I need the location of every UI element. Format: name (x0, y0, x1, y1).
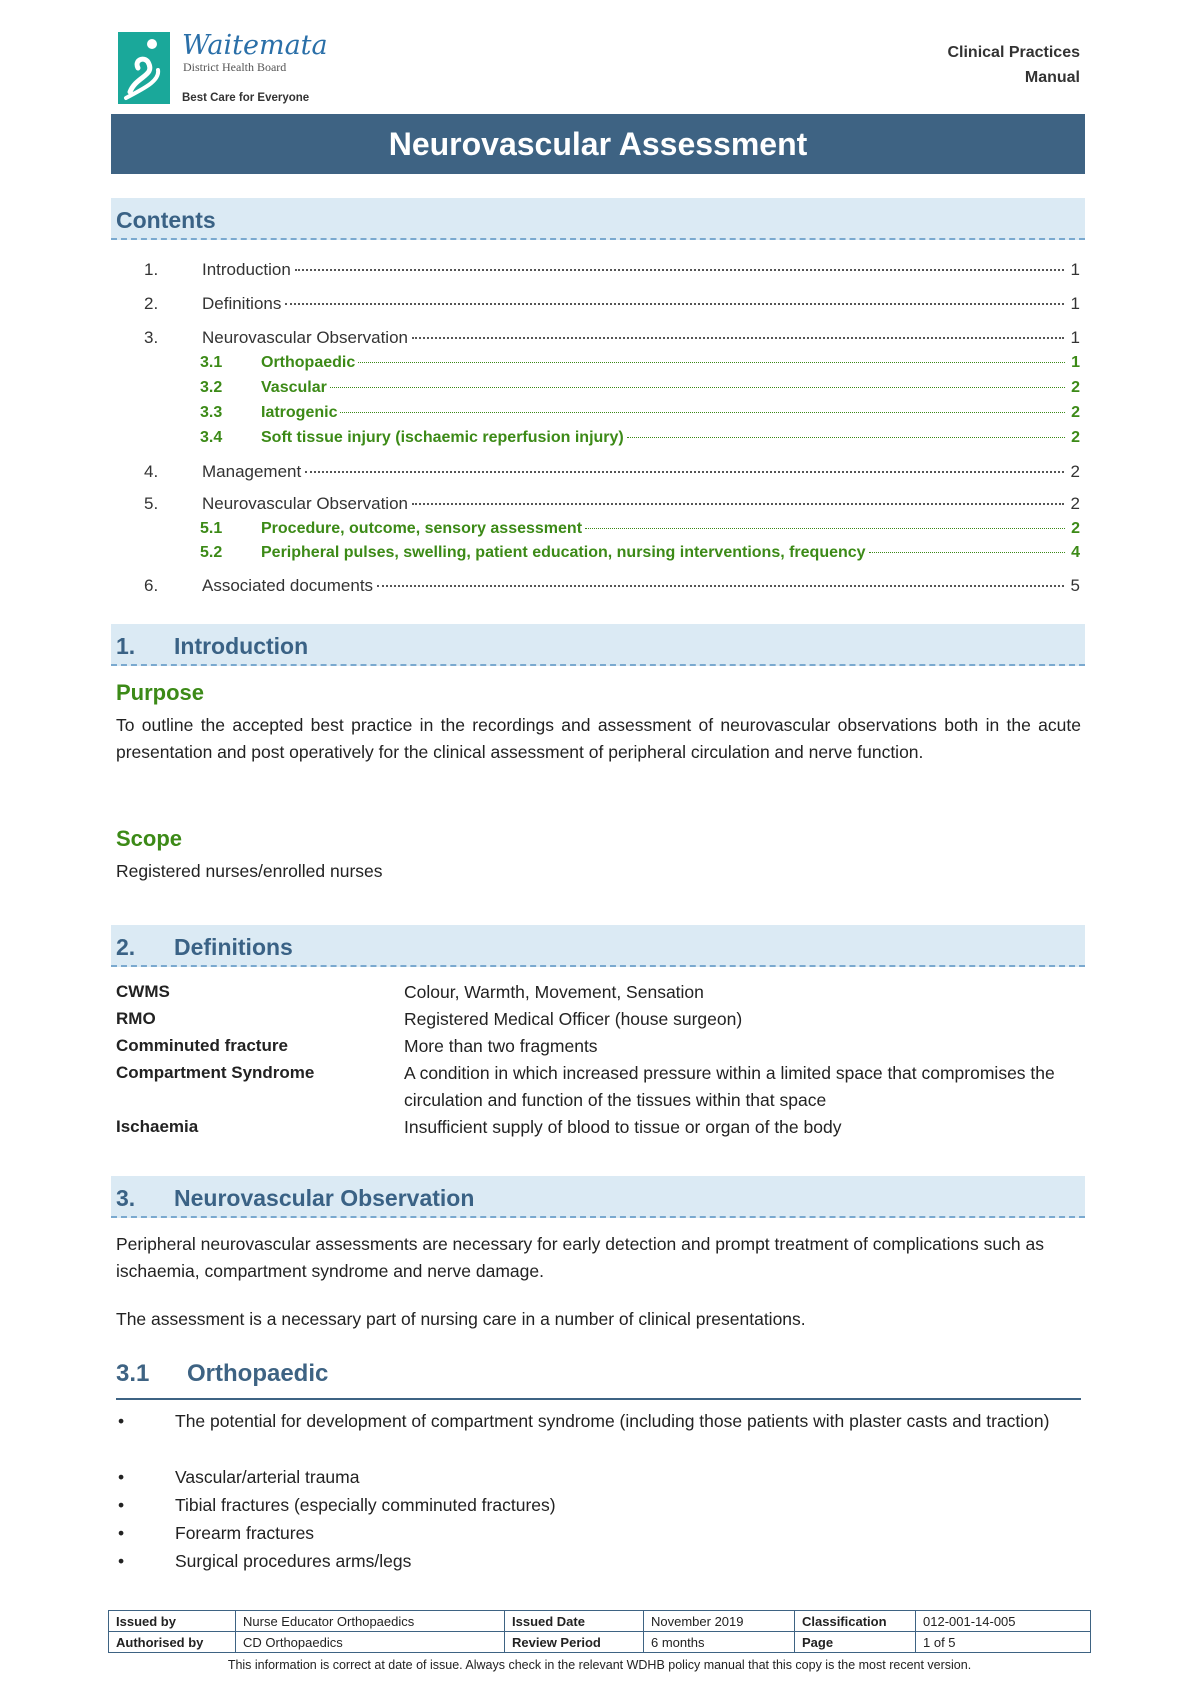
definition-term: CWMS (116, 982, 170, 1001)
table-cell: CD Orthopaedics (236, 1632, 505, 1653)
list-item-text: Forearm fractures (175, 1523, 315, 1543)
list-item-text: The potential for development of compartment syndrome (including those patients with plaster casts and traction) (175, 1411, 1050, 1431)
bullet-icon: • (118, 1523, 125, 1543)
section-title: Definitions (174, 934, 293, 960)
section-title: Neurovascular Observation (174, 1185, 475, 1211)
manual-label (947, 40, 1080, 90)
toc-leader (330, 387, 1065, 388)
section-number: 3. (116, 1185, 136, 1211)
toc-leader (585, 528, 1065, 529)
logo-tagline: Best Care for Everyone (182, 92, 310, 104)
toc-number: 3. (144, 328, 159, 347)
toc-leader (305, 471, 1064, 473)
table-cell: Classification (795, 1611, 916, 1632)
definition-desc: Colour, Warmth, Movement, Sensation (404, 982, 704, 1002)
table-cell: Issued Date (505, 1611, 644, 1632)
scope-text: Registered nurses/enrolled nurses (116, 861, 383, 881)
toc-entry[interactable] (144, 576, 1080, 596)
toc-entry[interactable] (144, 294, 1080, 314)
toc-page: 2 (1071, 379, 1080, 396)
toc-page: 2 (1071, 429, 1080, 446)
subsection-title: Orthopaedic (187, 1360, 329, 1387)
toc-number: 5.2 (200, 544, 223, 561)
bullet-icon: • (118, 1495, 125, 1515)
toc-page: 5 (1070, 576, 1080, 595)
section-heading-definitions (111, 925, 1085, 967)
toc-page: 2 (1070, 494, 1080, 513)
toc-leader (377, 585, 1064, 587)
toc-number: 3.3 (200, 404, 223, 421)
toc-label: Peripheral pulses, swelling, patient education, nursing interventions, frequency (261, 544, 866, 561)
list-item-text: Tibial fractures (especially comminuted fractures) (175, 1495, 556, 1515)
definition-desc: A condition in which increased pressure within a limited space that compromises the circulation and function of the tissues within that space (404, 1063, 1055, 1110)
list-item (116, 1492, 1066, 1519)
table-cell: 6 months (644, 1632, 795, 1653)
subsection-number: 3.1 (116, 1360, 150, 1387)
definition-term: Compartment Syndrome (116, 1063, 315, 1082)
logo-mark (118, 32, 170, 104)
toc-leader (627, 437, 1065, 438)
page-title: Neurovascular Assessment (111, 114, 1085, 174)
toc-subentry[interactable] (200, 404, 1080, 422)
table-row (109, 1632, 1091, 1653)
definition-term: RMO (116, 1009, 156, 1028)
toc-number: 5. (144, 494, 159, 513)
list-item (116, 1520, 1066, 1547)
definition-desc: Registered Medical Officer (house surgeon) (404, 1009, 743, 1029)
list-item (116, 1408, 1066, 1435)
toc-number: 4. (144, 462, 159, 481)
toc-number: 1. (144, 260, 159, 279)
toc-number: 6. (144, 576, 159, 595)
section-number: 2. (116, 934, 136, 960)
toc-page: 2 (1070, 462, 1080, 481)
toc-leader (412, 337, 1064, 339)
definition-term: Ischaemia (116, 1117, 199, 1136)
toc-label: Iatrogenic (261, 404, 338, 421)
toc-subentry[interactable] (200, 354, 1080, 372)
toc-leader (340, 412, 1065, 413)
table-cell: November 2019 (644, 1611, 795, 1632)
table-cell: Nurse Educator Orthopaedics (236, 1611, 505, 1632)
observation-paragraph-1: Peripheral neurovascular assessments are necessary for early detection and prompt treatment of complications such as ischaemia, compartment syndrome and nerve damage. (116, 1234, 1044, 1281)
toc-page: 1 (1070, 260, 1080, 279)
toc-number: 3.4 (200, 429, 223, 446)
toc-subentry[interactable] (200, 379, 1080, 397)
list-item (116, 1548, 1066, 1575)
toc-subentry[interactable] (200, 429, 1080, 447)
toc-number: 3.2 (200, 379, 223, 396)
contents-heading-text: Contents (116, 207, 216, 233)
logo-swirl-icon (118, 32, 170, 104)
toc-page: 4 (1071, 544, 1080, 561)
purpose-heading: Purpose (116, 680, 205, 705)
logo-name: Waitemata (182, 30, 328, 61)
toc-entry[interactable] (144, 462, 1080, 482)
toc-label: Definitions (202, 294, 282, 313)
table-cell: Issued by (109, 1611, 236, 1632)
document-control-table (108, 1610, 1091, 1653)
definition-term: Comminuted fracture (116, 1036, 288, 1055)
table-cell: 012-001-14-005 (916, 1611, 1091, 1632)
toc-entry[interactable] (144, 260, 1080, 280)
bullet-icon: • (118, 1467, 125, 1487)
toc-label: Neurovascular Observation (202, 328, 408, 347)
logo-subtitle: District Health Board (183, 60, 287, 74)
list-item-text: Surgical procedures arms/legs (175, 1551, 412, 1571)
toc-label: Soft tissue injury (ischaemic reperfusion injury) (261, 429, 624, 446)
manual-line-1: Clinical Practices (947, 44, 1080, 61)
toc-label: Orthopaedic (261, 354, 356, 371)
table-cell: Review Period (505, 1632, 644, 1653)
subsection-heading-orthopaedic (116, 1360, 1081, 1400)
toc-number: 5.1 (200, 520, 223, 537)
toc-subentry[interactable] (200, 544, 1080, 562)
toc-leader (869, 552, 1065, 553)
definition-desc: Insufficient supply of blood to tissue or organ of the body (404, 1117, 842, 1137)
toc-label: Procedure, outcome, sensory assessment (261, 520, 583, 537)
purpose-text: To outline the accepted best practice in the recordings and assessment of neurovascular observations both in the acute presentation and post operatively for the clinical assessment of peripheral circulation and nerve function. (116, 715, 1081, 762)
toc-entry[interactable] (144, 328, 1080, 348)
toc-number: 2. (144, 294, 159, 313)
toc-page: 1 (1070, 294, 1080, 313)
toc-label: Introduction (202, 260, 291, 279)
toc-page: 2 (1071, 520, 1080, 537)
definition-desc: More than two fragments (404, 1036, 598, 1056)
table-cell: 1 of 5 (916, 1632, 1091, 1653)
toc-leader (412, 503, 1064, 505)
list-item (116, 1464, 1066, 1491)
toc-leader (295, 269, 1064, 271)
table-row (109, 1611, 1091, 1632)
table-cell: Page (795, 1632, 916, 1653)
contents-heading (111, 198, 1085, 240)
bullet-icon: • (118, 1551, 125, 1571)
manual-line-2: Manual (1024, 69, 1080, 86)
table-cell: Authorised by (109, 1632, 236, 1653)
toc-label: Neurovascular Observation (202, 494, 408, 513)
section-heading-observation (111, 1176, 1085, 1218)
toc-label: Associated documents (202, 576, 374, 595)
toc-label: Management (202, 462, 302, 481)
section-number: 1. (116, 633, 136, 659)
toc-entry[interactable] (144, 494, 1080, 514)
toc-leader (358, 362, 1065, 363)
section-title: Introduction (174, 633, 309, 659)
toc-page: 1 (1070, 328, 1080, 347)
observation-paragraph-2: The assessment is a necessary part of nursing care in a number of clinical presentations. (116, 1309, 806, 1329)
toc-page: 1 (1071, 354, 1080, 371)
toc-leader (285, 303, 1064, 305)
toc-label: Vascular (261, 379, 327, 396)
footer-note: This information is correct at date of issue. Always check in the relevant WDHB policy manual that this copy is the most recent version. (227, 1658, 972, 1672)
section-heading-introduction (111, 624, 1085, 666)
scope-heading: Scope (116, 826, 183, 851)
toc-number: 3.1 (200, 354, 223, 371)
bullet-icon: • (118, 1411, 125, 1431)
toc-page: 2 (1071, 404, 1080, 421)
toc-subentry[interactable] (200, 520, 1080, 538)
list-item-text: Vascular/arterial trauma (175, 1467, 360, 1487)
